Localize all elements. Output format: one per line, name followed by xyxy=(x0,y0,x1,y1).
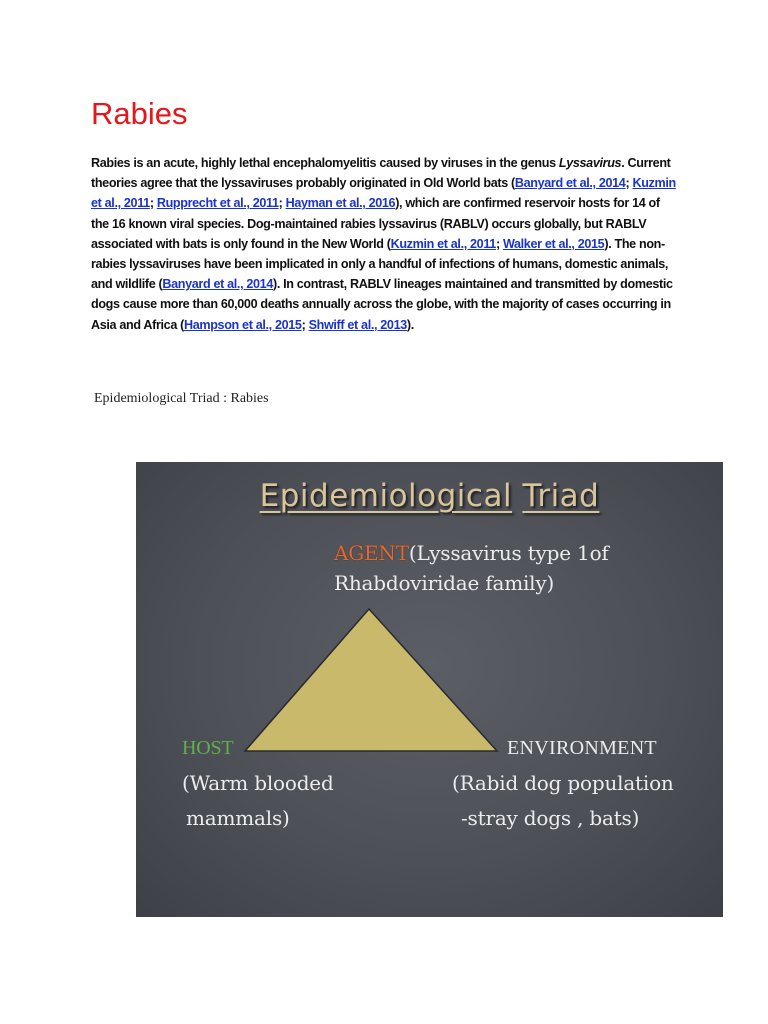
paragraph-line xyxy=(91,173,706,193)
citation-link[interactable]: Rupprecht et al., 2011 xyxy=(156,196,279,211)
body-paragraph xyxy=(91,153,706,335)
host-description-2: mammals) xyxy=(186,806,290,830)
environment-description-2: -stray dogs , bats) xyxy=(461,806,640,830)
slide-title xyxy=(136,478,723,514)
text-run: ; xyxy=(495,236,503,251)
text-run: and wildlife ( xyxy=(91,277,163,292)
text-run: ). The non- xyxy=(604,236,665,251)
paragraph-line xyxy=(91,153,706,173)
text-run: ; xyxy=(278,196,286,211)
citation-link[interactable]: Shwiff et al., 2013 xyxy=(308,317,407,332)
paragraph-line xyxy=(91,315,706,335)
environment-description-1: (Rabid dog population xyxy=(452,771,674,795)
text-run: ). xyxy=(406,317,414,332)
text-run: ; xyxy=(301,317,309,332)
paragraph-line xyxy=(91,193,706,213)
slide-title-word-2: Triad xyxy=(522,478,600,514)
paragraph-line xyxy=(91,254,706,274)
citation-link[interactable]: Banyard et al., 2014 xyxy=(162,277,273,292)
citation-link[interactable]: Hampson et al., 2015 xyxy=(183,317,302,332)
environment-label: ENVIRONMENT xyxy=(507,737,657,759)
text-run: associated with bats is only found in the New World ( xyxy=(91,236,391,251)
text-run: rabies lyssaviruses have been implicated in only a handful of infections of humans, domestic animals, xyxy=(91,257,669,272)
text-run: the 16 known viral species. Dog-maintained rabies lyssavirus (RABLV) occurs globally, but RABLV xyxy=(91,216,647,231)
agent-label: AGENT xyxy=(334,541,409,565)
paragraph-line xyxy=(91,294,706,314)
text-run: ). In contrast, RABLV lineages maintained and transmitted by domestic xyxy=(272,277,673,292)
text-run: Rabies is an acute, highly lethal encephalomyelitis caused by viruses in the genus xyxy=(91,156,559,170)
page-title: Rabies xyxy=(91,96,188,131)
text-run: theories agree that the lyssaviruses probably originated in Old World bats ( xyxy=(91,176,515,191)
citation-link[interactable]: Hayman et al., 2016 xyxy=(285,196,396,211)
text-run: Asia and Africa ( xyxy=(91,317,184,332)
agent-description-1: (Lyssavirus type 1of xyxy=(408,541,609,565)
agent-description-2: Rhabdoviridae family) xyxy=(334,571,555,595)
triangle-shape xyxy=(245,609,497,751)
text-run: . Current xyxy=(621,156,671,170)
epidemiological-triad-slide xyxy=(136,462,723,917)
citation-link[interactable]: Kuzmin xyxy=(632,176,676,191)
citation-link[interactable]: et al., 2011 xyxy=(91,196,150,211)
text-run: ; xyxy=(625,176,633,191)
slide-title-word-1: Epidemiological xyxy=(259,478,513,514)
citation-link[interactable]: Banyard et al., 2014 xyxy=(514,176,626,191)
text-run: dogs cause more than 60,000 deaths annually across the globe, with the majority of cases occurring in xyxy=(91,297,671,312)
text-run: ), which are confirmed reservoir hosts for 14 of xyxy=(395,196,660,211)
figure-caption: Epidemiological Triad : Rabies xyxy=(94,391,269,406)
agent-line xyxy=(334,538,609,568)
italic-term: Lyssavirus xyxy=(558,156,622,170)
text-run: ; xyxy=(149,196,157,211)
paragraph-line xyxy=(91,214,706,234)
citation-link[interactable]: Kuzmin et al., 2011 xyxy=(390,236,496,251)
host-description-1: (Warm blooded xyxy=(182,771,334,795)
paragraph-line xyxy=(91,234,706,254)
citation-link[interactable]: Walker et al., 2015 xyxy=(502,236,605,251)
paragraph-line xyxy=(91,274,706,294)
triad-triangle xyxy=(243,605,503,755)
host-label: HOST xyxy=(182,737,234,759)
